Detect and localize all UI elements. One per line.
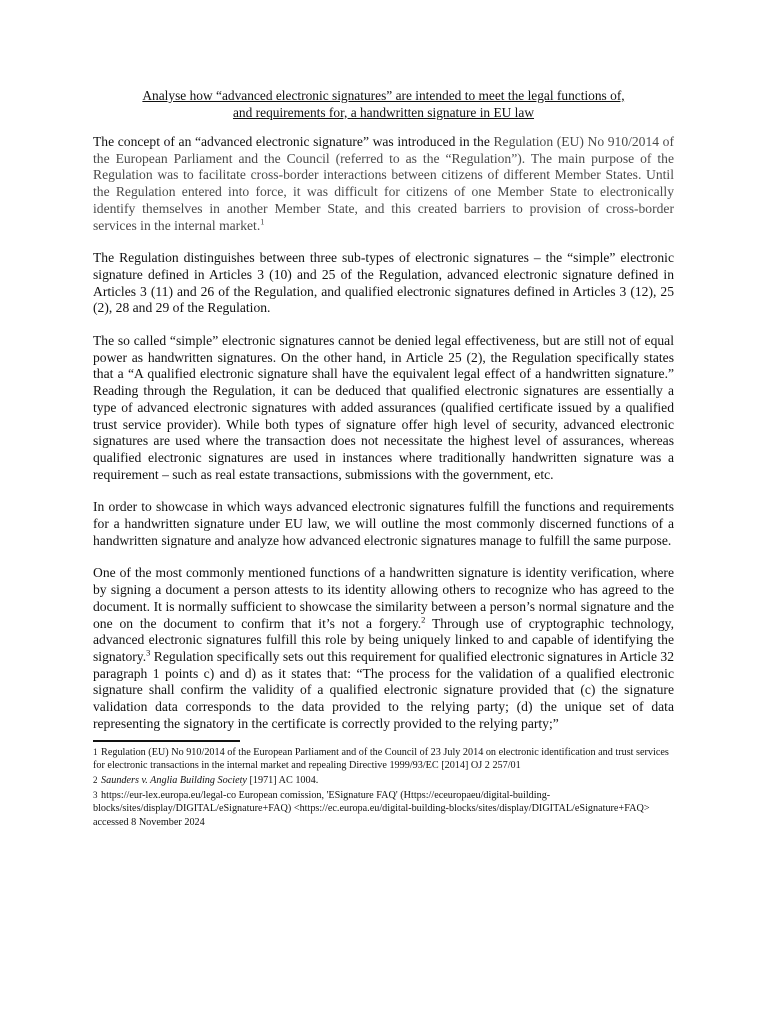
footnote-3 (93, 789, 674, 829)
footnote-1-text: Regulation (EU) No 910/2014 of the European Parliament and of the Council of 23 July 2014 on electronic identification and trust services for electronic transactions in the internal market and repealing Directive 1999/93/EC [2014] OJ 2 257/01 (93, 746, 669, 771)
footnote-3-text[interactable]: https://eur-lex.europa.eu/legal-co European comission, 'ESignature FAQ' (Https://eceuropaeu/digital-building-blocks/sites/display/DIGITAL/eSignature+FAQ) <https://ec.europa.eu/digital-building-blocks/sites/display/DIGITAL/eSignature+FAQ> accessed 8 November 2024 (93, 790, 650, 828)
paragraph-1-intro: The concept of an “advanced electronic signature” was introduced in the (93, 134, 490, 149)
footnote-ref-2[interactable]: 2 (421, 614, 426, 625)
footnote-ref-1[interactable]: 1 (260, 215, 265, 226)
paragraph-1-rest: Regulation (EU) No 910/2014 of the European Parliament and the Council (referred to as the “Regulation”). The main purpose of the Regulation was to facilitate cross-border interactions between citizens of different Member States. Until the Regulation entered into force, it was difficult for citizens of one Member State to electronically identify themselves in another Member State, and this created barriers to provision of cross-border services in the internal market. (93, 134, 675, 233)
footnote-2 (93, 774, 674, 787)
title-line-1: Analyse how “advanced electronic signatures” are intended to meet the legal functions of, (142, 88, 625, 103)
paragraph-3: The so called “simple” electronic signatures cannot be denied legal effectiveness, but are still not of equal power as handwritten signatures. On the other hand, in Article 25 (2), the Regulation specifically states that a “A qualified electronic signature shall have the equivalent legal effect of a handwritten signature.” Reading through the Regulation, it can be deduced that qualified electronic signatures are essentially a type of advanced electronic signatures with added assurances (qualified certificate issued by a qualified trust service provider). While both types of signature offer high level of security, advanced electronic signatures are used where the transaction does not necessitate the highest level of assurances, whereas qualified electronic signatures are used in instances where traditionally handwritten signature was a requirement – such as real estate transactions, submissions with the government, etc. (93, 333, 674, 482)
footnote-1 (93, 746, 674, 772)
footnote-1-number: 1 (93, 746, 98, 757)
footnote-2-citation: [1971] AC 1004. (246, 774, 319, 786)
paragraph-5-part-c: Regulation specifically sets out this requirement for qualified electronic signatures in Article 32 paragraph 1 points c) and d) as it states that: “The process for the validation of a qualified electronic signature shall confirm the validity of a qualified electronic signature provided that (c) the signature validation data corresponds to the data provided to the relying party; (d) the unique set of data representing the signatory in the certificate is correctly provided to the relying party;” (93, 648, 674, 731)
paragraph-5-part-a: One of the most commonly mentioned functions of a handwritten signature is identity verification, where by signing a document a person attests to its identity allowing others to recognize who has agreed to the document. It is normally sufficient to showcase the similarity between a person’s normal signature and the one on the document to confirm that it’s not a forgery. (93, 565, 674, 631)
paragraph-5-part-b: Through use of cryptographic technology, advanced electronic signatures fulfill this role by being uniquely linked to and capable of identifying the signatory. (93, 615, 674, 664)
footnote-2-number: 2 (93, 774, 98, 785)
essay-title (93, 88, 674, 121)
footnote-separator (93, 740, 240, 742)
title-line-2: and requirements for, a handwritten signature in EU law (232, 104, 535, 120)
paragraph-4: In order to showcase in which ways advanced electronic signatures fulfill the functions and requirements for a handwritten signature under EU law, we will outline the most commonly discerned functions of a handwritten signature and analyze how advanced electronic signatures manage to fulfill the same purpose. (93, 499, 674, 548)
footnote-ref-3[interactable]: 3 (146, 647, 151, 658)
footnote-2-case-name: Saunders v. Anglia Building Society (98, 774, 247, 786)
paragraph-2: The Regulation distinguishes between three sub-types of electronic signatures – the “simple” electronic signature defined in Articles 3 (10) and 25 of the Regulation, advanced electronic signature defined in Articles 3 (11) and 26 of the Regulation, and qualified electronic signatures defined in Articles 3 (12), 25 (2), 28 and 29 of the Regulation. (93, 250, 674, 316)
footnote-3-number: 3 (93, 790, 98, 801)
document-page (93, 88, 674, 831)
paragraph-1 (93, 134, 674, 234)
paragraph-5 (93, 565, 674, 732)
